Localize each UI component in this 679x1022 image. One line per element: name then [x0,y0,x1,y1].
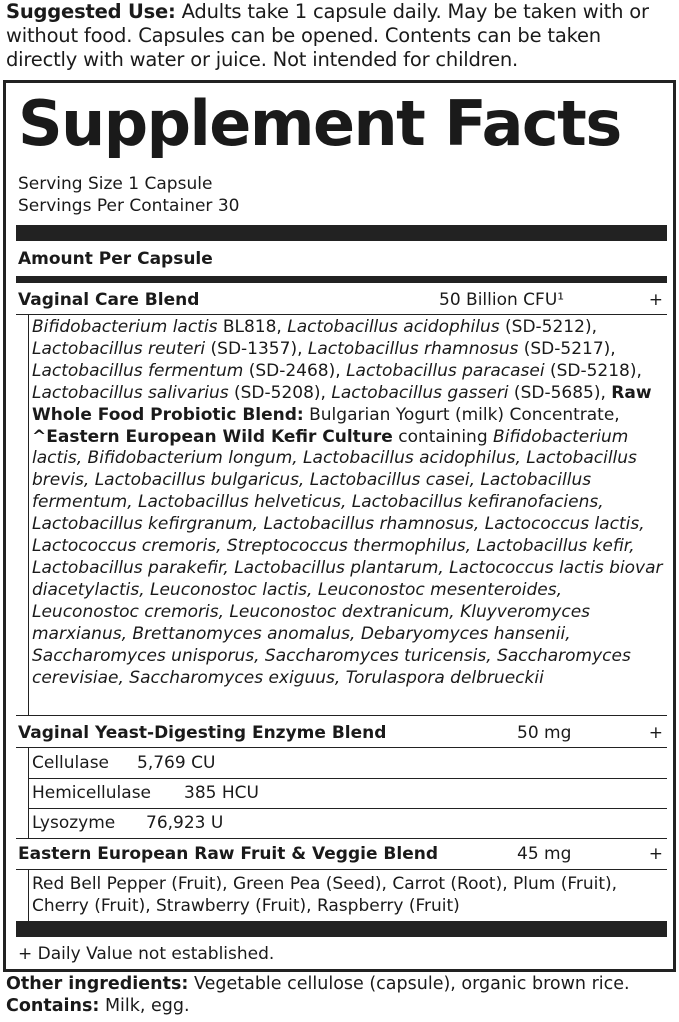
enzyme-item-hemicellulase [32,782,259,804]
thick-divider [16,225,667,241]
ingredient-fragment: Bifidobacterium lactis [32,317,218,337]
indent-line [28,869,29,921]
ingredient-fragment: Lactobacillus fermentum [32,360,244,381]
footnote: + Daily Value not established. [18,944,275,964]
ingredient-fragment: Lactobacillus paracasei [346,360,545,381]
ingredient-fragment: (SD-2468), [243,360,347,381]
contains-label: Contains: [6,996,100,1016]
enzyme-item-lysozyme [32,812,224,834]
ingredient-fragment: (SD-5218), [544,360,642,381]
thick-divider [16,921,667,937]
divider [28,808,667,809]
divider [16,314,667,315]
enzyme-item-cellulase [32,752,216,774]
ingredient-fragment: Lactobacillus salivarius [32,382,229,403]
ingredient-fragment: (SD-5217), [518,338,616,359]
fruit-row [18,843,663,865]
divider [16,747,667,748]
ingredient-fragment: BL818, [217,317,288,337]
other-ingredients [6,973,674,995]
fruit-name: Eastern European Raw Fruit & Veggie Blend [18,844,439,864]
supplement-facts-panel [3,80,676,972]
panel-title: Supplement Facts [18,87,621,160]
indent-line [28,747,29,838]
enzyme-row [18,722,663,744]
bottom-info [6,973,674,1017]
serving-size: Serving Size 1 Capsule [18,174,213,194]
enzyme-item-value: 5,769 CU [137,753,216,773]
contains [6,995,674,1017]
fruit-amount: 45 mg [517,844,572,864]
fruit-ingredients: Red Bell Pepper (Fruit), Green Pea (Seed), Carrot (Root), Plum (Fruit), Cherry (Fruit), Strawberry (Fruit), Raspberry (Fruit) [32,874,618,916]
contains-text: Milk, egg. [99,996,190,1016]
servings-per-container: Servings Per Container 30 [18,196,240,216]
ingredient-fragment: containing [392,426,494,447]
suggested-use-text: Adults take 1 capsule daily. May be taken with or without food. Capsules can be opened. Contents can be taken directly with water or juice. Not intended for children. [6,0,649,71]
ingredient-fragment: (SD-1357), [205,338,308,359]
ingredient-fragment: Lactobacillus reuteri [32,338,206,359]
ingredient-fragment: Bulgarian Yogurt (milk) Concentrate, [303,404,620,425]
enzyme-amount: 50 mg [517,723,572,743]
ingredient-fragment: (SD-5685), [508,382,612,403]
divider [16,838,667,839]
suggested-use [6,0,674,72]
enzyme-item-name: Lysozyme [32,813,116,833]
ingredient-fragment: (SD-5208), [228,382,332,403]
enzyme-item-value: 76,923 U [146,813,224,833]
vaginal-care-amount: 50 Billion CFU¹ [439,290,565,310]
divider [16,869,667,870]
divider [28,778,667,779]
enzyme-item-name: Hemicellulase [32,783,152,803]
vaginal-care-name: Vaginal Care Blend [18,290,200,310]
indent-line [28,314,29,715]
ingredient-fragment: Lactobacillus gasseri [331,382,509,403]
ingredient-fragment: ^Eastern European Wild Kefir Culture [32,426,393,447]
enzyme-item-name: Cellulase [32,753,110,773]
vaginal-care-row [18,289,663,311]
medium-divider [16,276,667,283]
amount-per-heading: Amount Per Capsule [18,249,213,269]
ingredient-fragment: (SD-5212), [499,317,597,337]
ingredient-fragment: Bifidobacterium lactis, Bifidobacterium longum, Lactobacillus acidophilus, Lactobacillus brevis, Lactobacillus bulgaricus, Lactobacillus casei, Lactobacillus fermentum, Lactobacillus helveticus, Lactobacillus kefiranofaciens, Lactobacillus kefirgranum, Lactobacillus rhamnosus, Lactococcus lactis, Lactococcus cremoris, Streptococcus thermophilus, Lactobacillus kefir, Lactobacillus parakefir, Lactobacillus plantarum, Lactococcus lactis biovar diacetylactis, Leuconostoc lactis, Leuconostoc mesenteroides, Leuconostoc cremoris, Leuconostoc dextranicum, Kluyveromyces marxianus, Brettanomyces anomalus, Debaryomyces hansenii, Saccharomyces unisporus, Saccharomyces turicensis, Saccharomyces cerevisiae, Saccharomyces exiguus, Torulaspora delbrueckii [32,426,663,688]
ingredient-fragment: Lactobacillus acidophilus [287,317,500,337]
ingredient-fragment: Lactobacillus rhamnosus [307,338,519,359]
other-ingredients-text: Vegetable cellulose (capsule), organic brown rice. [188,974,630,994]
vaginal-care-ingredients [32,317,672,689]
divider [16,715,667,716]
other-ingredients-label: Other ingredients: [6,974,189,994]
fruit-dv: + [648,844,663,864]
enzyme-item-value: 385 HCU [184,783,259,803]
suggested-use-label: Suggested Use: [6,0,176,23]
enzyme-dv: + [648,723,663,743]
ingredient-fragment: Raw Whole Food Probiotic Blend: [32,382,652,425]
vaginal-care-dv: + [648,290,663,310]
enzyme-name: Vaginal Yeast-Digesting Enzyme Blend [18,723,387,743]
